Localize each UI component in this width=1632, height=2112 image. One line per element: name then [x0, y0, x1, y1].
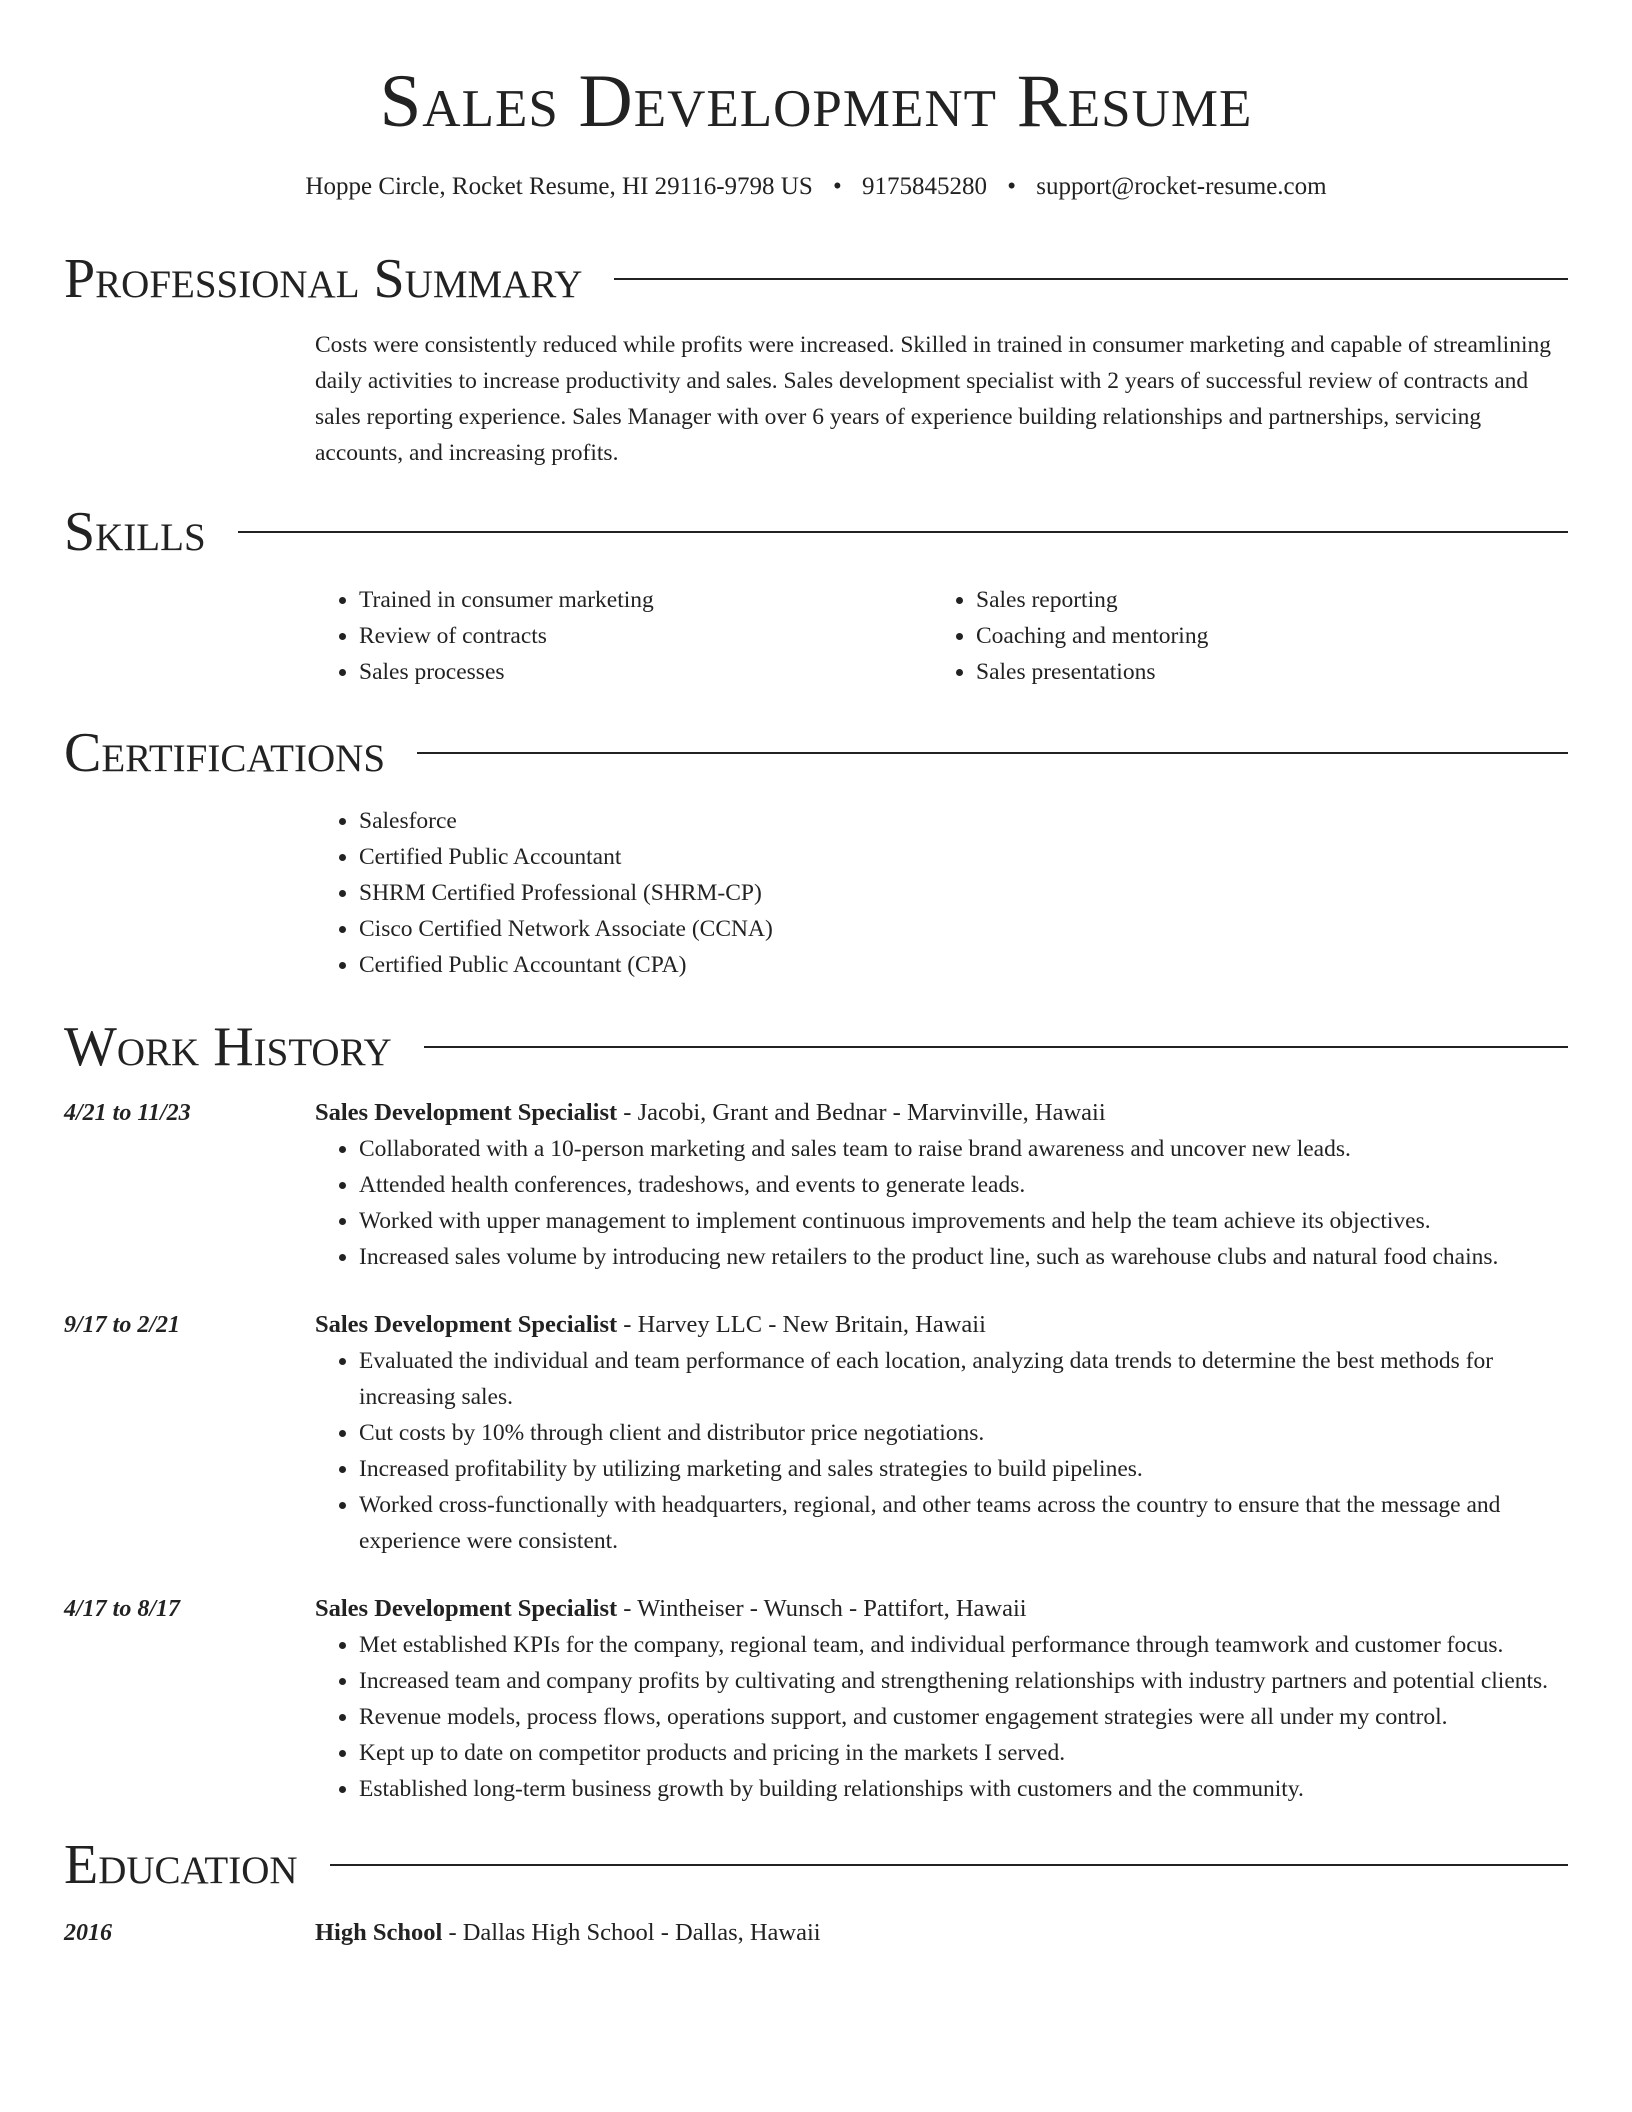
- summary-body: [315, 327, 1568, 471]
- job-details: - Wintheiser - Wunsch - Pattifort, Hawaii: [617, 1595, 1027, 1622]
- education-heading: Education: [64, 1834, 298, 1896]
- skill-item: • Coaching and mentoring: [976, 618, 1568, 654]
- education-details: - Dallas High School - Dallas, Hawaii: [442, 1919, 821, 1946]
- education-section: [64, 1834, 1568, 1951]
- job-dates: 4/21 to 11/23: [64, 1100, 191, 1126]
- job-bullet: • Met established KPIs for the company, regional team, and individual performance through teamwork and customer focus.: [359, 1627, 1568, 1663]
- summary-heading: Professional Summary: [64, 248, 583, 310]
- section-divider: [330, 1864, 1568, 1866]
- job-bullet: • Kept up to date on competitor products and pricing in the markets I served.: [359, 1735, 1568, 1771]
- contact-address: Hoppe Circle, Rocket Resume, HI 29116-9798 US: [305, 173, 813, 200]
- summary-section: [64, 248, 1568, 471]
- skills-section: [64, 501, 1568, 690]
- skill-item: • Sales reporting: [976, 582, 1568, 618]
- job-bullet: • Evaluated the individual and team performance of each location, analyzing data trends to determine the best methods for increasing sales.: [359, 1343, 1568, 1415]
- job-bullets: [315, 1131, 1568, 1275]
- skills-header: [64, 501, 1568, 563]
- skills-heading: Skills: [64, 501, 206, 563]
- work-history-heading: Work History: [64, 1016, 392, 1078]
- contact-email: support@rocket-resume.com: [1036, 173, 1327, 200]
- certification-item: • Salesforce: [359, 803, 1568, 839]
- education-year: 2016: [64, 1920, 112, 1946]
- certifications-body: [315, 803, 1568, 983]
- job-title-line: [315, 1591, 1568, 1627]
- job-role: Sales Development Specialist: [315, 1595, 618, 1622]
- resume-name: Sales Development Resume: [379, 60, 1253, 143]
- certification-item: • Cisco Certified Network Associate (CCNA): [359, 911, 1568, 947]
- job-title-line: [315, 1095, 1568, 1131]
- job-entry: [64, 1307, 1568, 1559]
- certifications-list: [315, 803, 1568, 983]
- job-bullets: [315, 1627, 1568, 1807]
- job-main: [315, 1095, 1568, 1275]
- job-bullet: • Collaborated with a 10-person marketing and sales team to raise brand awareness and uncover new leads.: [359, 1131, 1568, 1167]
- certifications-heading: Certifications: [64, 722, 386, 784]
- skill-item: • Review of contracts: [359, 618, 932, 654]
- contact-separator: •: [1007, 173, 1017, 200]
- job-bullet: • Worked cross-functionally with headquarters, regional, and other teams across the country to ensure that the message and experience were consistent.: [359, 1487, 1568, 1559]
- education-entry: [64, 1915, 1568, 1951]
- summary-header: [64, 248, 1568, 310]
- job-title-line: [315, 1307, 1568, 1343]
- education-header: [64, 1834, 1568, 1896]
- contact-phone: 9175845280: [862, 173, 988, 200]
- job-dates: 4/17 to 8/17: [64, 1596, 181, 1622]
- education-title-line: [315, 1915, 1568, 1951]
- skills-list-right: [932, 582, 1568, 690]
- job-main: [315, 1591, 1568, 1807]
- job-role: Sales Development Specialist: [315, 1311, 618, 1338]
- job-bullet: • Increased profitability by utilizing marketing and sales strategies to build pipelines.: [359, 1451, 1568, 1487]
- job-dates: 9/17 to 2/21: [64, 1312, 181, 1338]
- certification-item: • Certified Public Accountant (CPA): [359, 947, 1568, 983]
- job-bullet: • Attended health conferences, tradeshows, and events to generate leads.: [359, 1167, 1568, 1203]
- contact-separator: •: [833, 173, 842, 200]
- work-history-section: [64, 1016, 1568, 1807]
- skills-body: [315, 582, 1568, 690]
- job-main: [315, 1307, 1568, 1559]
- job-bullet: • Worked with upper management to implement continuous improvements and help the team achieve its objectives.: [359, 1203, 1568, 1239]
- summary-text: Costs were consistently reduced while profits were increased. Skilled in trained in consumer marketing and capable of streamlining daily activities to increase productivity and sales. Sales development specialist with 2 years of successful review of contracts and sales reporting experience. Sales Manager with over 6 years of experience building relationships and partnerships, servicing accounts, and increasing profits.: [315, 332, 1551, 466]
- skill-item: • Sales presentations: [976, 654, 1568, 690]
- job-details: - Harvey LLC - New Britain, Hawaii: [617, 1311, 986, 1338]
- contact-line: [64, 173, 1568, 201]
- skills-list-left: [315, 582, 932, 690]
- certifications-section: [64, 722, 1568, 983]
- job-bullet: • Increased sales volume by introducing new retailers to the product line, such as warehouse clubs and natural food chains.: [359, 1239, 1568, 1275]
- job-role: Sales Development Specialist: [315, 1099, 618, 1126]
- job-entry: [64, 1591, 1568, 1807]
- section-divider: [238, 531, 1568, 533]
- job-bullet: • Established long-term business growth by building relationships with customers and the community.: [359, 1771, 1568, 1807]
- certification-item: • Certified Public Accountant: [359, 839, 1568, 875]
- job-bullet: • Cut costs by 10% through client and distributor price negotiations.: [359, 1415, 1568, 1451]
- work-history-header: [64, 1016, 1568, 1078]
- job-bullet: • Revenue models, process flows, operations support, and customer engagement strategies were all under my control.: [359, 1699, 1568, 1735]
- education-main: [315, 1915, 1568, 1951]
- certifications-header: [64, 722, 1568, 784]
- job-details: - Jacobi, Grant and Bednar - Marvinville, Hawaii: [617, 1099, 1106, 1126]
- education-degree: High School: [315, 1919, 443, 1946]
- section-divider: [614, 278, 1568, 280]
- certification-item: • SHRM Certified Professional (SHRM-CP): [359, 875, 1568, 911]
- section-divider: [417, 752, 1568, 754]
- skill-item: • Sales processes: [359, 654, 932, 690]
- job-bullet: • Increased team and company profits by cultivating and strengthening relationships with industry partners and potential clients.: [359, 1663, 1568, 1699]
- section-divider: [424, 1046, 1568, 1048]
- job-entry: [64, 1095, 1568, 1275]
- skill-item: • Trained in consumer marketing: [359, 582, 932, 618]
- job-bullets: [315, 1343, 1568, 1559]
